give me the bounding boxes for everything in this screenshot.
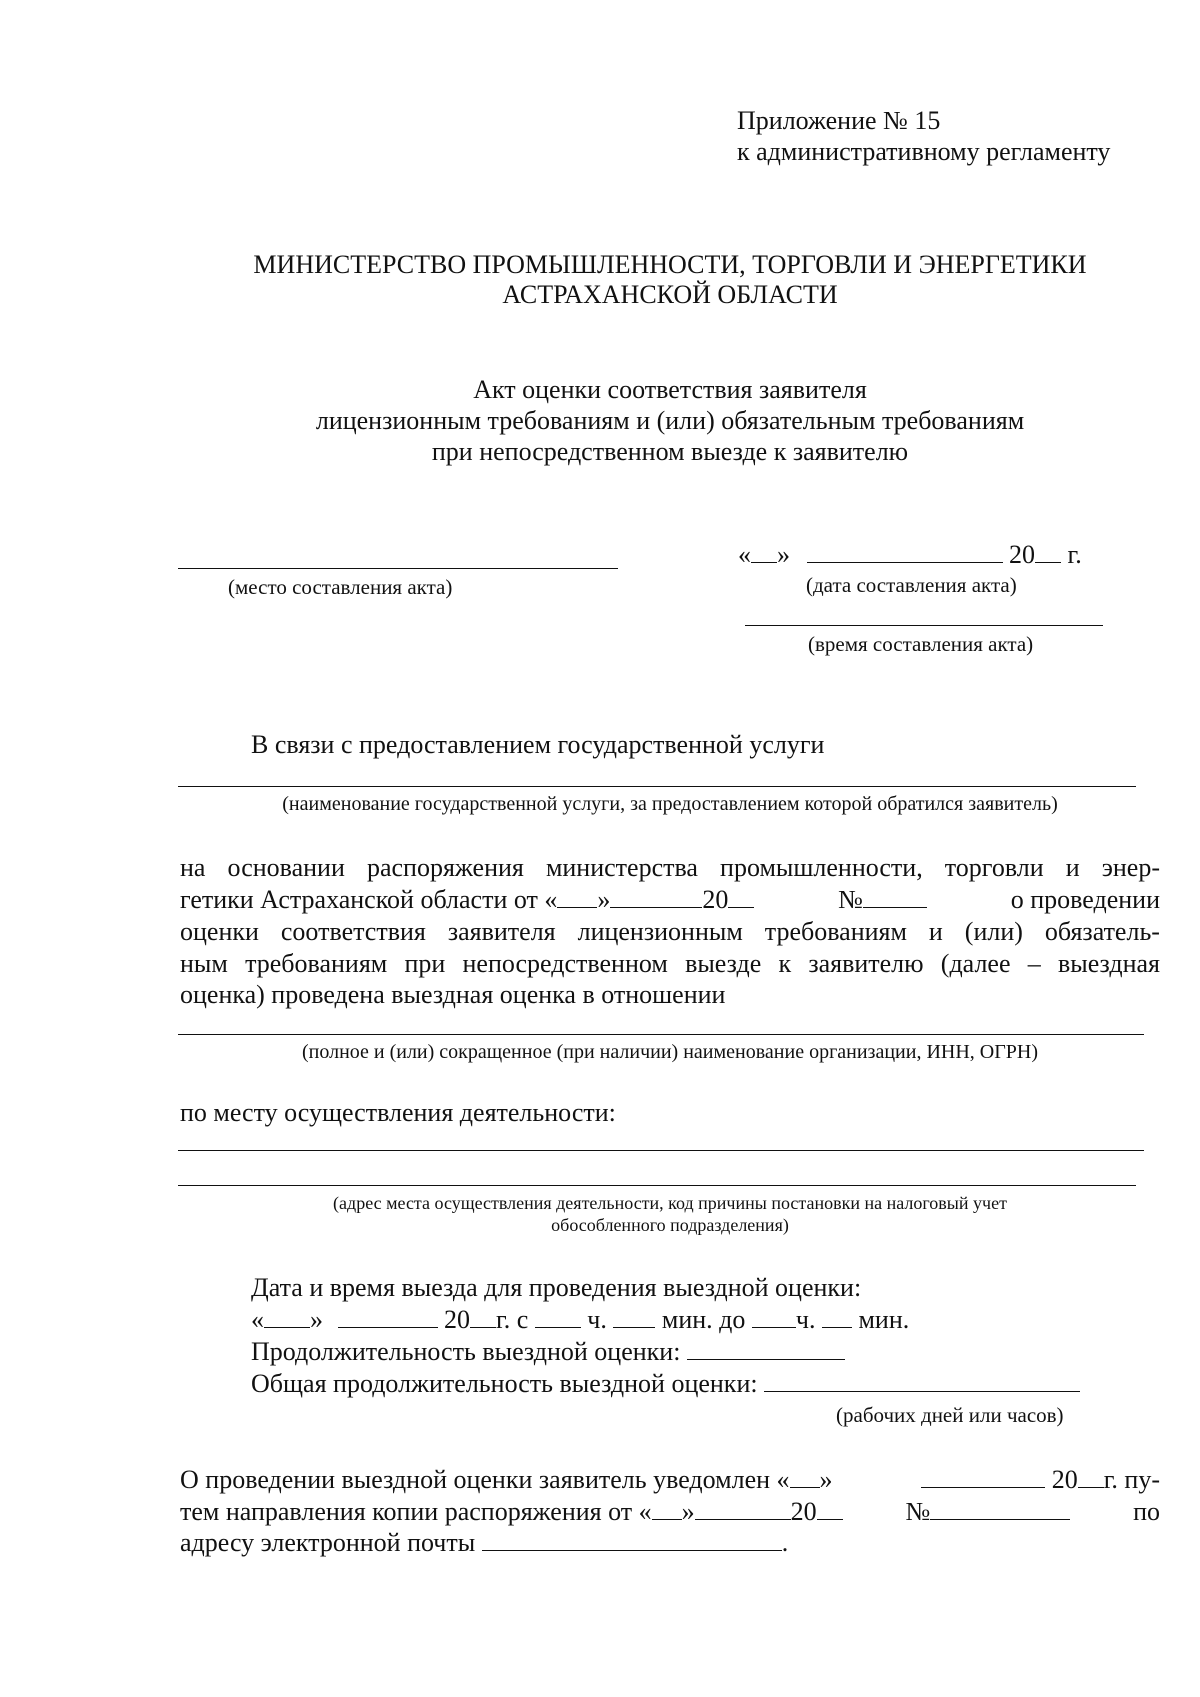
visit-day-blank[interactable] (264, 1305, 310, 1328)
location-blank-line-1[interactable] (178, 1150, 1144, 1151)
notice-l2-text: тем направления копии распоряжения от « (180, 1497, 652, 1526)
notice-l1-tail: г. пу- (1103, 1465, 1160, 1494)
date-year-blank[interactable] (1035, 540, 1061, 563)
visit-open-quote: « (251, 1305, 264, 1334)
basis-l4-w6: заявителю (808, 949, 924, 978)
notice-l2-main (180, 1496, 843, 1528)
time-caption: (время составления акта) (808, 632, 1034, 656)
notice-order-day-blank[interactable] (652, 1497, 682, 1520)
place-blank-line[interactable] (178, 568, 618, 569)
date-open-quote: « (738, 540, 751, 569)
visit-from-hours-blank[interactable] (535, 1305, 581, 1328)
notice-order-month-blank[interactable] (695, 1497, 791, 1520)
basis-l1-w2: распоряжения (366, 853, 524, 882)
order-month-blank[interactable] (610, 885, 702, 908)
location-label: по месту осуществления деятельности: (180, 1098, 616, 1127)
service-intro: В связи с предоставлением государственной услуги (251, 730, 825, 759)
date-day-blank[interactable] (751, 540, 777, 563)
notice-line-1 (180, 1464, 1160, 1496)
location-caption-line1: (адрес места осуществления деятельности, код причины постановки на налоговый учет (333, 1193, 1007, 1213)
basis-l4-w2: при (404, 949, 446, 978)
order-number-blank[interactable] (863, 885, 927, 908)
basis-l2-year: 20 (702, 885, 729, 914)
notice-email-blank[interactable] (482, 1528, 782, 1551)
basis-l2-close-quote: » (597, 885, 611, 914)
visit-minutes-unit: мин. (858, 1305, 910, 1334)
basis-line-1 (180, 852, 1160, 884)
visit-datetime-label: Дата и время выезда для проведения выездной оценки: (251, 1273, 862, 1302)
notice-l1-close-quote: » (819, 1465, 833, 1494)
notice-l1-main (180, 1464, 833, 1496)
notice-l1-date (921, 1464, 1160, 1496)
ministry-name-line1: МИНИСТЕРСТВО ПРОМЫШЛЕННОСТИ, ТОРГОВЛИ И ЭНЕРГЕТИКИ (253, 250, 1087, 279)
basis-l1-w7: энер- (1101, 853, 1160, 882)
basis-l4-w3: непосредственном (462, 949, 668, 978)
visit-to-hours-blank[interactable] (752, 1305, 796, 1328)
order-year-blank[interactable] (728, 885, 754, 908)
basis-l1-w4: промышленности, (720, 853, 923, 882)
basis-l1-w5: торговли (944, 853, 1044, 882)
notice-email-period: . (781, 1528, 789, 1557)
basis-l2-number-sign: № (838, 885, 863, 914)
date-field (738, 540, 1082, 570)
notice-order-year-blank[interactable] (817, 1497, 843, 1520)
basis-l3-w2: заявителя (447, 917, 556, 946)
visit-total-blank[interactable] (764, 1369, 1080, 1392)
visit-total-caption: (рабочих дней или часов) (836, 1403, 1064, 1427)
basis-l4-w0: ным (180, 949, 228, 978)
time-blank-line[interactable] (745, 625, 1103, 626)
appendix-regulation: к административному регламенту (737, 137, 1111, 166)
order-day-blank[interactable] (557, 885, 597, 908)
notice-l2-year: 20 (790, 1497, 817, 1526)
basis-l4-w5: к (778, 949, 792, 978)
date-month-blank[interactable] (807, 540, 1003, 563)
visit-minutes-to: мин. до (661, 1305, 746, 1334)
basis-line-4 (180, 948, 1160, 980)
basis-line-5: оценка) проведена выездная оценка в отношении (180, 980, 726, 1009)
visit-datetime-field (251, 1305, 909, 1335)
location-caption-line2: обособленного подразделения) (551, 1215, 789, 1235)
basis-l2-text: гетики Астраханской области от « (180, 885, 558, 914)
service-caption: (наименование государственной услуги, за предоставлением которой обратился заявитель) (282, 793, 1058, 815)
basis-l4-w4: выезде (685, 949, 762, 978)
notice-email-label: адресу электронной почты (180, 1528, 476, 1557)
basis-l3-w5: и (928, 917, 943, 946)
basis-l1-w1: основании (227, 853, 345, 882)
service-blank-line[interactable] (178, 786, 1136, 787)
date-year-prefix: 20 (1009, 540, 1035, 569)
visit-from-minutes-blank[interactable] (613, 1305, 655, 1328)
notice-year-blank[interactable] (1078, 1465, 1104, 1488)
notice-l1-year: 20 (1051, 1465, 1078, 1494)
basis-l1-w0: на (180, 853, 206, 882)
date-caption: (дата составления акта) (806, 573, 1017, 597)
basis-line-2 (180, 884, 1160, 916)
organization-blank-line[interactable] (178, 1034, 1144, 1035)
visit-year-suffix: г. с (496, 1305, 529, 1334)
notice-l2-tail: по (1133, 1497, 1160, 1526)
visit-year-prefix: 20 (444, 1305, 470, 1334)
location-blank-line-2[interactable] (178, 1185, 1136, 1186)
basis-l4-w8: – (1027, 949, 1041, 978)
visit-to-minutes-blank[interactable] (822, 1305, 852, 1328)
act-title-line2: лицензионным требованиям и (или) обязательным требованиям (315, 406, 1025, 435)
visit-year-blank[interactable] (470, 1305, 496, 1328)
date-close-quote: » (777, 540, 790, 569)
visit-close-quote: » (310, 1305, 323, 1334)
notice-line-3 (180, 1528, 788, 1558)
visit-total-label: Общая продолжительность выездной оценки: (251, 1369, 758, 1398)
notice-l2-number (905, 1496, 1070, 1528)
visit-duration-blank[interactable] (687, 1337, 845, 1360)
basis-l3-w7: обязатель- (1044, 917, 1160, 946)
organization-caption: (полное и (или) сокращенное (при наличии) наименование организации, ИНН, ОГРН) (301, 1041, 1038, 1063)
date-year-suffix: г. (1067, 540, 1082, 569)
ministry-name-line2: АСТРАХАНСКОЙ ОБЛАСТИ (502, 280, 838, 309)
visit-hours-unit: ч. (587, 1305, 607, 1334)
basis-l3-w4: требованиям (764, 917, 907, 946)
basis-l2-tail: о проведении (1010, 885, 1160, 914)
notice-line-2 (180, 1496, 1160, 1528)
notice-day-blank[interactable] (790, 1465, 820, 1488)
visit-duration-row (251, 1337, 845, 1367)
visit-duration-label: Продолжительность выездной оценки: (251, 1337, 681, 1366)
notice-l2-close-quote: » (681, 1497, 695, 1526)
basis-line-3 (180, 916, 1160, 948)
basis-l3-w6: (или) (964, 917, 1023, 946)
visit-hours-unit-2: ч. (795, 1305, 816, 1334)
basis-l4-w1: требованиям (245, 949, 388, 978)
basis-l3-w0: оценки (180, 917, 259, 946)
basis-l3-w3: лицензионным (577, 917, 743, 946)
basis-l4-w7: (далее (940, 949, 1011, 978)
basis-l2-order-date (180, 884, 754, 916)
visit-total-row (251, 1369, 1080, 1399)
basis-l2-number (838, 884, 927, 916)
basis-l4-w9: выездная (1057, 949, 1160, 978)
visit-month-blank[interactable] (338, 1305, 438, 1328)
act-title-line3: при непосредственном выезде к заявителю (431, 437, 909, 466)
appendix-number: Приложение № 15 (737, 106, 941, 135)
notice-order-number-blank[interactable] (930, 1497, 1070, 1520)
basis-l1-w6: и (1065, 853, 1080, 882)
basis-l3-w1: соответствия (280, 917, 426, 946)
notice-month-blank[interactable] (921, 1465, 1045, 1488)
place-caption: (место составления акта) (228, 575, 453, 599)
act-title-line1: Акт оценки соответствия заявителя (473, 375, 867, 404)
notice-l1-text: О проведении выездной оценки заявитель уведомлен « (180, 1465, 790, 1494)
basis-l1-w3: министерства (545, 853, 698, 882)
notice-l2-number-sign: № (905, 1497, 931, 1526)
